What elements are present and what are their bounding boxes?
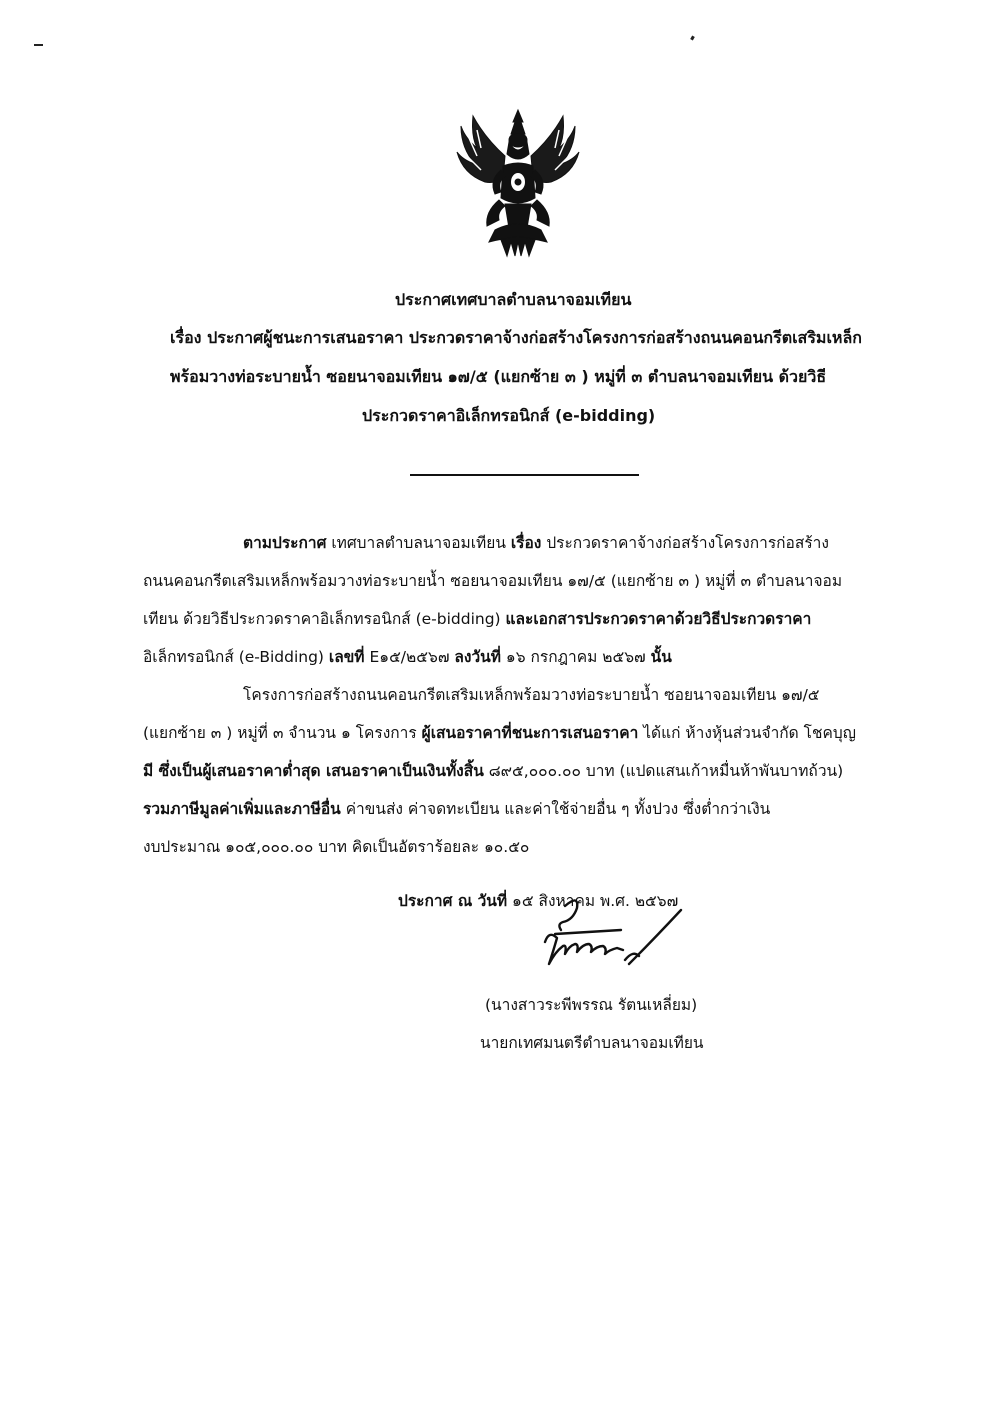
para1-l1-d: ประกวดราคาจ้างก่อสร้างโครงการก่อสร้าง bbox=[541, 534, 829, 552]
para2-l2-a: (แยกซ้าย ๓ ) หมู่ที่ ๓ จำนวน ๑ โครงการ bbox=[143, 724, 422, 742]
para1-l4-c: E๑๕/๒๕๖๗ bbox=[364, 648, 455, 666]
para1-l4-d: ลงวันที่ bbox=[454, 648, 501, 666]
para2-l2-c: ได้แก่ ห้างหุ้นส่วนจำกัด โชคบุญ bbox=[638, 724, 856, 742]
para2-l4-b: ค่าขนส่ง ค่าจดทะเบียน และค่าใช้จ่ายอื่น ๆ ทั้งปวง ซึ่งต่ำกว่าเงิน bbox=[340, 800, 771, 818]
scan-speck-left bbox=[34, 44, 43, 46]
para2-line-5: งบประมาณ ๑๐๕,๐๐๐.๐๐ บาท คิดเป็นอัตราร้อยละ ๑๐.๕๐ bbox=[143, 838, 530, 856]
garuda-emblem bbox=[455, 108, 581, 258]
para2-l3-a: มี bbox=[143, 762, 159, 780]
announcement-title: ประกาศเทศบาลตำบลนาจอมเทียน bbox=[395, 290, 632, 309]
para1-l4-a: อิเล็กทรอนิกส์ (e-Bidding) bbox=[143, 648, 329, 666]
para1-line-1 bbox=[243, 530, 829, 555]
para2-l3-b: ซึ่งเป็นผู้เสนอราคาต่ำสุด เสนอราคาเป็นเงินทั้งสิ้น bbox=[158, 762, 484, 780]
para1-l1-a: ตามประกาศ bbox=[243, 534, 327, 552]
subject-line-1 bbox=[170, 326, 862, 351]
para2-l2-b: ผู้เสนอราคาที่ชนะการเสนอราคา bbox=[421, 724, 639, 742]
para2-line-4 bbox=[143, 796, 770, 821]
para1-l3-b: และเอกสารประกวดราคาด้วยวิธีประกวดราคา bbox=[505, 610, 812, 628]
para1-l3-a: เทียน ด้วยวิธีประกวดราคาอิเล็กทรอนิกส์ (e-bidding) bbox=[143, 610, 506, 628]
header-divider bbox=[410, 474, 639, 476]
para1-l4-f: นั้น bbox=[650, 648, 672, 666]
para2-line-2 bbox=[143, 720, 856, 745]
signer-name: (นางสาวระพีพรรณ รัตนเหลี่ยม) bbox=[485, 996, 698, 1014]
para2-line-1: โครงการก่อสร้างถนนคอนกรีตเสริมเหล็กพร้อมวางท่อระบายน้ำ ซอยนาจอมเทียน ๑๗/๕ bbox=[243, 686, 820, 704]
announce-date-value: ๑๕ สิงหาคม พ.ศ. ๒๕๖๗ bbox=[507, 892, 679, 910]
para1-l1-c: เรื่อง bbox=[510, 534, 542, 552]
signature bbox=[533, 890, 693, 980]
subject-text-1: ประกาศผู้ชนะการเสนอราคา ประกวดราคาจ้างก่อสร้างโครงการก่อสร้างถนนคอนกรีตเสริมเหล็ก bbox=[207, 328, 862, 347]
para2-line-3 bbox=[143, 758, 843, 783]
para1-l4-b: เลขที่ bbox=[328, 648, 365, 666]
subject-line-2: พร้อมวางท่อระบายน้ำ ซอยนาจอมเทียน ๑๗/๕ (แยกซ้าย ๓ ) หมู่ที่ ๓ ตำบลนาจอมเทียน ด้วยวิธี bbox=[170, 367, 827, 386]
signer-title: นายกเทศมนตรีตำบลนาจอมเทียน bbox=[480, 1034, 704, 1052]
para1-line-4 bbox=[143, 644, 672, 669]
subject-label: เรื่อง bbox=[170, 328, 202, 347]
subject-line-3: ประกวดราคาอิเล็กทรอนิกส์ (e-bidding) bbox=[362, 406, 656, 425]
para1-line-2: ถนนคอนกรีตเสริมเหล็กพร้อมวางท่อระบายน้ำ ซอยนาจอมเทียน ๑๗/๕ (แยกซ้าย ๓ ) หมู่ที่ ๓ ตำบลนาจอม bbox=[143, 572, 843, 590]
para1-l1-b: เทศบาลตำบลนาจอมเทียน bbox=[326, 534, 511, 552]
para1-l4-e: ๑๖ กรกฎาคม ๒๕๖๗ bbox=[501, 648, 651, 666]
para2-l3-c: ๘๙๕,๐๐๐.๐๐ บาท (แปดแสนเก้าหมื่นห้าพันบาทถ้วน) bbox=[483, 762, 844, 780]
announce-date-label: ประกาศ ณ วันที่ bbox=[398, 892, 508, 910]
para1-line-3 bbox=[143, 606, 811, 631]
para2-l4-a: รวมภาษีมูลค่าเพิ่มและภาษีอื่น bbox=[143, 800, 341, 818]
scan-speck-right bbox=[690, 36, 695, 41]
